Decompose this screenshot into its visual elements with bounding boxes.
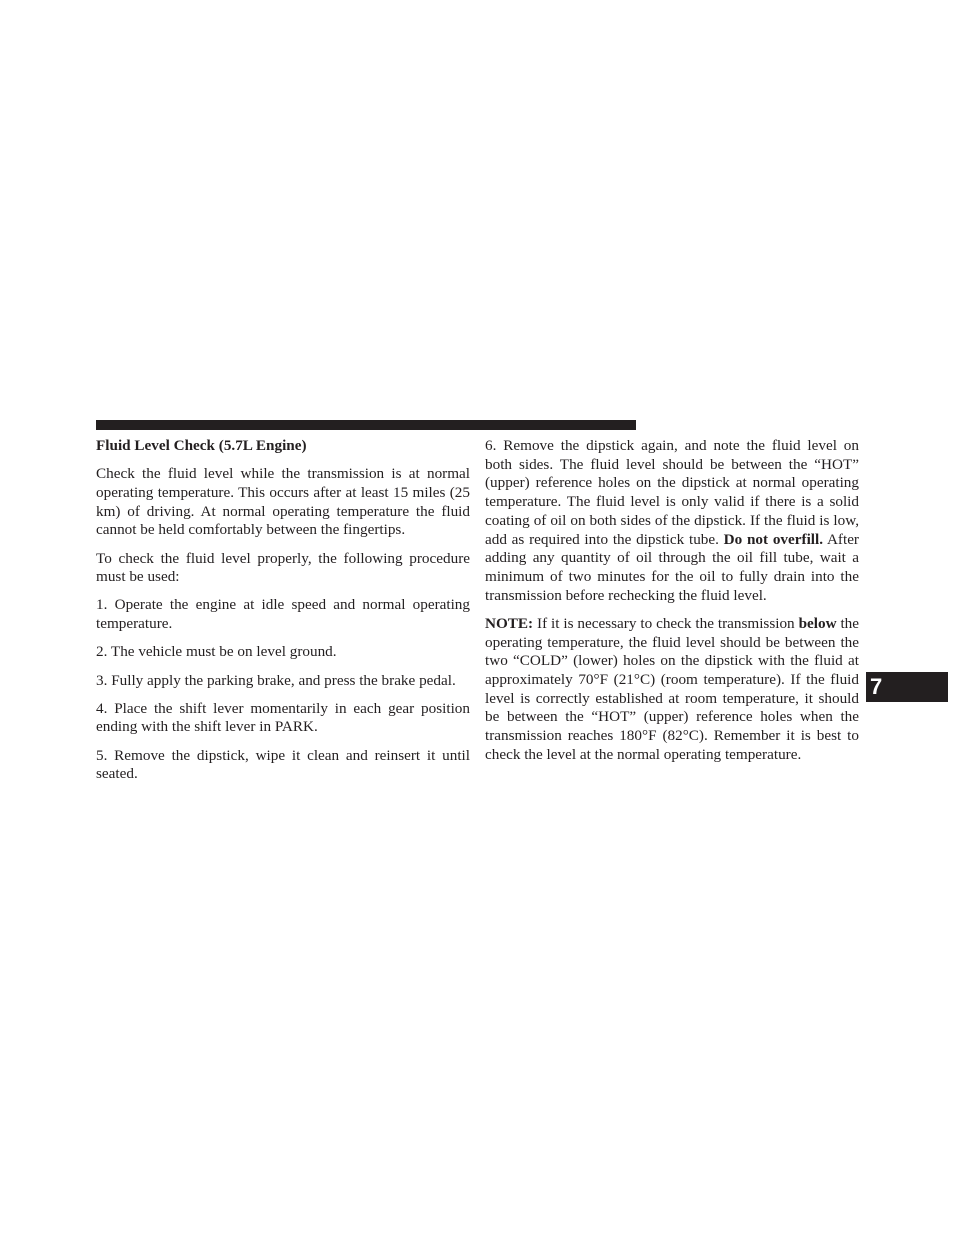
step-6-warning: Do not overfill. xyxy=(723,530,824,548)
note-text-end: the operating temperature, the fluid level should be between the two “COLD” (lower) holes on the dipstick with the fluid at approximately 70°F (21°C) (room temperature). If the fluid level is correctly established at room temperature, it should be between the “HOT” (upper) reference holes when the transmission reaches 180°F (82°C). Remember it is best to check the level at the normal operating temperature. xyxy=(485,614,859,763)
right-column xyxy=(485,437,859,774)
step-4: 4. Place the shift lever momentarily in each gear position ending with the shift lever in PARK. xyxy=(96,699,470,736)
note-emphasis: below xyxy=(798,614,837,632)
chapter-number: 7 xyxy=(870,674,883,699)
step-2: 2. The vehicle must be on level ground. xyxy=(96,643,337,661)
intro-paragraph: Check the fluid level while the transmission is at normal operating temperature. This occurs after at least 15 miles (25 km) of driving. At normal operating temperature the fluid cannot be held comfortably between the fingertips. xyxy=(96,465,470,539)
step-6-text-end: After adding any quantity of oil through the oil fill tube, wait a minimum of two minutes for the oil to fully drain into the transmission before rechecking the fluid level. xyxy=(485,530,859,604)
procedure-intro-paragraph: To check the fluid level properly, the following procedure must be used: xyxy=(96,549,470,586)
left-column xyxy=(96,437,470,794)
step-6-text-start: 6. Remove the dipstick again, and note the fluid level on both sides. The fluid level should be between the “HOT” (upper) reference holes on the dipstick at normal operating temperature. The fluid level is only valid if there is a solid coating of oil on both sides of the dipstick. If the fluid is low, add as required into the dipstick tube. xyxy=(485,437,859,548)
step-6 xyxy=(485,437,859,605)
step-5: 5. Remove the dipstick, wipe it clean and reinsert it until seated. xyxy=(96,746,470,783)
section-heading: Fluid Level Check (5.7L Engine) xyxy=(96,437,307,454)
step-1: 1. Operate the engine at idle speed and normal operating temperature. xyxy=(96,596,470,633)
section-top-rule xyxy=(96,420,636,430)
step-3: 3. Fully apply the parking brake, and press the brake pedal. xyxy=(96,671,456,689)
note-label: NOTE: xyxy=(485,614,534,632)
chapter-tab xyxy=(866,672,948,702)
note-text-start: If it is necessary to check the transmission xyxy=(533,614,799,632)
note-paragraph xyxy=(485,615,859,765)
